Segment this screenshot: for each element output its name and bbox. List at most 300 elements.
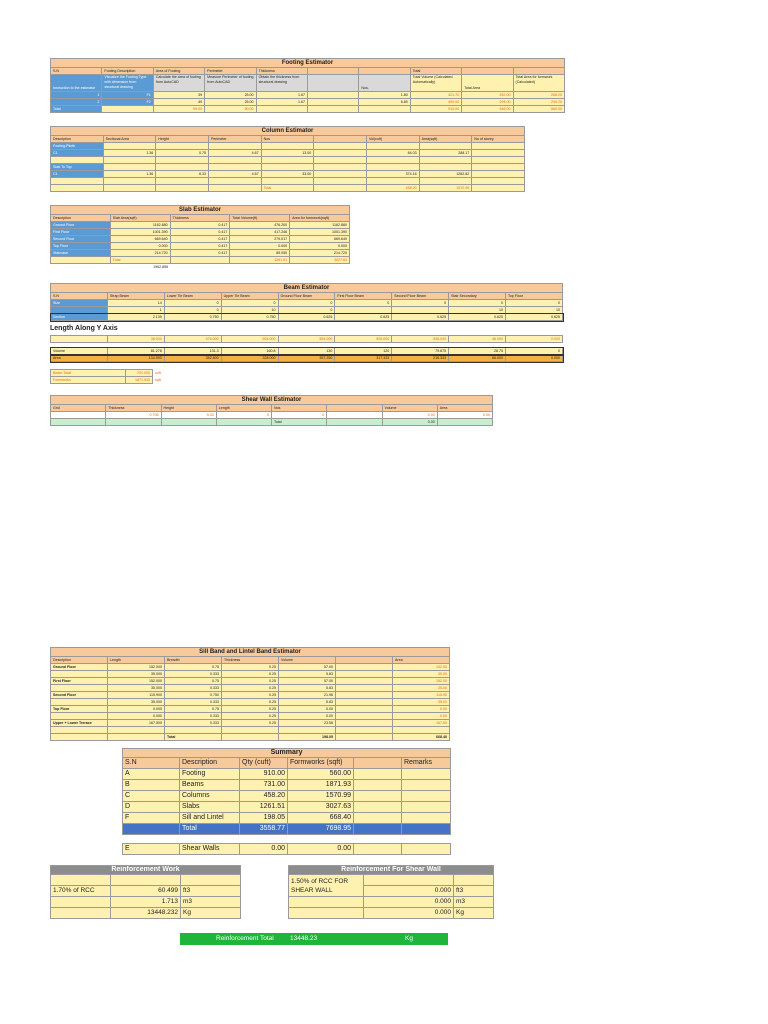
sill-cell: 0.00	[279, 706, 336, 713]
column-cell[interactable]: 1.36	[103, 171, 156, 178]
footing-h7: Total	[410, 68, 461, 75]
sill-cell: Upper + Lower Terrace	[51, 720, 108, 727]
column-h: Height	[156, 136, 209, 143]
beam-cell[interactable]: 0	[164, 300, 221, 307]
summary-row	[123, 791, 451, 802]
beam-cell[interactable]: 14	[107, 300, 164, 307]
summary-table	[122, 748, 451, 855]
reinf-work-unit: m3	[181, 897, 241, 908]
beam-h: S.N	[51, 293, 108, 300]
sill-cell[interactable]: 115.900	[108, 692, 165, 699]
sill-row	[51, 685, 450, 692]
reinf-work-title: Reinforcement Work	[51, 866, 241, 875]
beam-area-row	[51, 355, 563, 362]
beam-len-cell[interactable]: 48.000	[449, 336, 506, 343]
slab-title: Slab Estimator	[51, 206, 350, 215]
summary-remarks[interactable]	[402, 791, 451, 802]
sill-cell[interactable]: 35.000	[108, 685, 165, 692]
summary-cell: C	[123, 791, 180, 802]
column-total-volume: 458.20	[366, 185, 419, 192]
sill-cell[interactable]: 35.000	[108, 671, 165, 678]
column-estimator-table	[50, 126, 525, 192]
sill-total-label: Total	[165, 734, 222, 741]
sill-cell: 0.00	[279, 713, 336, 720]
beam-cell: Section	[51, 314, 108, 321]
column-cell[interactable]: 374.16	[366, 171, 419, 178]
sill-cell[interactable]: 35.000	[108, 699, 165, 706]
beam-estimator-table	[50, 283, 563, 321]
beam-len-cell[interactable]: 38.000	[107, 336, 164, 343]
beam-area-cell: 352.800	[164, 355, 221, 362]
sill-cell[interactable]: 0.333	[165, 685, 222, 692]
column-total-row	[51, 185, 525, 192]
footing-cell[interactable]: 490.00	[410, 99, 461, 106]
sill-row	[51, 720, 450, 727]
column-h: Description	[51, 136, 104, 143]
summary-row	[123, 769, 451, 780]
footing-sub0: Instruction to the estimator	[51, 75, 102, 92]
beam-cell[interactable]: 0	[278, 307, 335, 314]
beam-len-cell[interactable]: 554.000	[278, 336, 335, 343]
slab-h: Total Volume(ft)	[230, 215, 290, 222]
footing-total-cell: 99.00	[153, 106, 204, 113]
beam-area-cell: 66.000	[449, 355, 506, 362]
shear-h: Length	[216, 405, 271, 412]
reinf-work-value: 1.713	[111, 897, 181, 908]
footing-cell[interactable]: F2	[102, 99, 153, 106]
sill-total-area: 668.40	[393, 734, 450, 741]
sill-title: Sill Band and Lintel Band Estimator	[51, 648, 450, 657]
beam-title: Beam Estimator	[51, 284, 563, 293]
sill-cell: 23.56	[279, 720, 336, 727]
summary-total-label: Total	[180, 824, 240, 835]
slab-cell[interactable]: 214.720	[290, 250, 350, 257]
slab-cell[interactable]: 417.246	[230, 229, 290, 236]
sill-cell[interactable]: 0.333	[165, 699, 222, 706]
sill-cell	[51, 685, 108, 692]
formworks-label: Formworks	[51, 377, 126, 384]
summary-shear-row	[123, 844, 451, 855]
shear-h: Nos	[272, 405, 327, 412]
reinforcement-shear-wall-table	[288, 865, 494, 919]
summary-cell: 198.05	[240, 813, 288, 824]
column-row	[51, 150, 525, 157]
beam-h: Stair Secondary	[449, 293, 506, 300]
sill-cell: 35.00	[393, 671, 450, 678]
beam-cell[interactable]: 0.625	[278, 314, 335, 321]
beam-cell[interactable]: 0	[164, 307, 221, 314]
summary-h: Description	[180, 758, 240, 769]
sill-cell[interactable]: 0.333	[165, 720, 222, 727]
column-total-label: Total	[261, 185, 314, 192]
slab-cell[interactable]: 1162.880	[110, 222, 170, 229]
slab-row	[51, 236, 350, 243]
sill-cell: Ground Floor	[51, 664, 108, 671]
shear-cell[interactable]: 0	[272, 412, 327, 419]
shear-cell[interactable]: 0	[216, 412, 271, 419]
slab-extra-value: 1962.896	[153, 265, 169, 269]
beam-cell[interactable]: 0.750	[164, 314, 221, 321]
summary-cell: D	[123, 802, 180, 813]
sill-cell: 35.00	[393, 699, 450, 706]
footing-h3: Perimeter	[205, 68, 256, 75]
footing-cell[interactable]: 25.00	[205, 99, 256, 106]
sill-cell[interactable]: 0.25	[222, 664, 279, 671]
slab-cell[interactable]: 0.417	[170, 243, 230, 250]
slab-cell[interactable]: 476.200	[230, 222, 290, 229]
summary-cell: Shear Walls	[180, 844, 240, 855]
shear-total-row	[51, 419, 493, 426]
summary-cell: Footing	[180, 769, 240, 780]
beam-len-cell[interactable]: 505.000	[335, 336, 392, 343]
sill-cell: 152.00	[393, 678, 450, 685]
reinf-shear-value: 0.000	[364, 886, 454, 897]
beam-cell[interactable]	[392, 307, 449, 314]
beam-vol-cell: 131.3	[164, 348, 221, 355]
beam-cell[interactable]: 0.625	[506, 314, 563, 321]
beam-length-table	[50, 335, 563, 362]
shear-row	[51, 412, 493, 419]
sill-cell: 57.00	[279, 664, 336, 671]
sill-cell: 35.00	[393, 685, 450, 692]
summary-total-formworks: 7698.95	[288, 824, 354, 835]
reinf-work-unit: Kg	[181, 908, 241, 919]
slab-cell[interactable]: 0.417	[170, 236, 230, 243]
beam-len-cell[interactable]: 536.000	[392, 336, 449, 343]
beam-section-row	[51, 314, 563, 321]
summary-cell: 560.00	[288, 769, 354, 780]
reinf-shear-unit: Kg	[454, 908, 494, 919]
sill-cell[interactable]: 0.25	[222, 685, 279, 692]
reinf-work-label: 1.70% of RCC	[51, 886, 111, 897]
sill-cell	[51, 699, 108, 706]
footing-total-cell	[256, 106, 307, 113]
summary-total-row	[123, 824, 451, 835]
shear-cell[interactable]	[51, 412, 106, 419]
column-cell[interactable]: 1282.82	[419, 171, 472, 178]
shear-cell: 0.00	[382, 412, 437, 419]
column-cell[interactable]: 84.03	[366, 150, 419, 157]
sill-cell: 115.90	[393, 692, 450, 699]
slab-cell: Staircase	[51, 250, 111, 257]
sill-h: Description	[51, 657, 108, 664]
footing-cell[interactable]: 1.80	[359, 92, 410, 99]
shear-cell[interactable]: 0.708	[106, 412, 161, 419]
slab-cell[interactable]: 0.417	[170, 222, 230, 229]
sill-cell[interactable]: 0.000	[108, 713, 165, 720]
sill-cell[interactable]: 152.000	[108, 678, 165, 685]
reinf-total-unit: Kg	[405, 935, 413, 942]
slab-estimator-table	[50, 205, 350, 270]
footing-sub7: Total Volume (Calculated Automatically)	[410, 75, 461, 92]
footing-row	[51, 99, 565, 106]
column-cell[interactable]: C1	[51, 171, 104, 178]
footing-cell[interactable]: 252.00	[462, 92, 513, 99]
slab-cell: Second Floor	[51, 236, 111, 243]
summary-remarks[interactable]	[402, 813, 451, 824]
slab-cell[interactable]: 0.000	[110, 243, 170, 250]
shear-h: Height	[161, 405, 216, 412]
beam-h: Strap Beam	[107, 293, 164, 300]
beam-total-label: Beam Total	[51, 370, 126, 377]
slab-total-area: 3027.63	[290, 257, 350, 264]
beam-cell[interactable]: 10	[221, 307, 278, 314]
slab-cell[interactable]: 279.017	[230, 236, 290, 243]
sill-cell[interactable]: 0.75	[165, 678, 222, 685]
footing-cell[interactable]: 25.00	[205, 92, 256, 99]
column-cell[interactable]: 33.00	[261, 171, 314, 178]
summary-cell: 668.40	[288, 813, 354, 824]
footing-cell[interactable]: 421.70	[410, 92, 461, 99]
sill-cell[interactable]: 0.25	[222, 692, 279, 699]
slab-cell[interactable]: 0.417	[170, 250, 230, 257]
slab-total-row	[51, 257, 350, 264]
sill-row	[51, 664, 450, 671]
sill-cell: Second Floor	[51, 692, 108, 699]
shear-total-label: Total	[272, 419, 327, 426]
beam-vol-cell: 28.75	[449, 348, 506, 355]
beam-len-cell[interactable]: 576.000	[164, 336, 221, 343]
sill-cell	[51, 713, 108, 720]
footing-sub4: Obtain the thickness from structural drawing	[256, 75, 307, 92]
column-cell[interactable]: 288.17	[419, 150, 472, 157]
slab-cell[interactable]: 669.640	[110, 236, 170, 243]
sill-cell[interactable]: 0.75	[165, 706, 222, 713]
reinforcement-total-bar	[180, 933, 448, 945]
beam-cell[interactable]: 0	[221, 300, 278, 307]
shear-h: Thickness	[106, 405, 161, 412]
summary-remarks[interactable]	[402, 769, 451, 780]
beam-length-row	[51, 336, 563, 343]
beam-area-cell: 0.000	[506, 355, 563, 362]
sill-cell[interactable]: 0.750	[165, 692, 222, 699]
sill-cell: Top Floor	[51, 706, 108, 713]
beam-area-cell: 328.000	[221, 355, 278, 362]
footing-cell[interactable]: 49	[153, 99, 204, 106]
beam-h: Second Floor Beam	[392, 293, 449, 300]
footing-cell[interactable]: F1	[102, 92, 153, 99]
slab-h: Thickness	[170, 215, 230, 222]
slab-row	[51, 222, 350, 229]
sill-cell[interactable]: 0.25	[222, 713, 279, 720]
shear-h	[327, 405, 382, 412]
column-cell[interactable]: 13.00	[261, 150, 314, 157]
beam-vol-cell: 0	[506, 348, 563, 355]
sill-cell: 167.50	[393, 720, 450, 727]
sill-cell[interactable]: 0.25	[222, 678, 279, 685]
beam-totals-table	[50, 369, 180, 384]
slab-row	[51, 229, 350, 236]
slab-cell: Ground Floor	[51, 222, 111, 229]
shear-cell: 0.00	[437, 412, 492, 419]
beam-cell[interactable]: 1	[107, 307, 164, 314]
beam-cell[interactable]: 2.139	[107, 314, 164, 321]
reinf-shear-value: 0.000	[364, 897, 454, 908]
summary-cell: 1261.51	[240, 802, 288, 813]
footing-h9	[513, 68, 564, 75]
shear-h: Volume	[382, 405, 437, 412]
footing-cell[interactable]	[307, 99, 358, 106]
summary-cell: Sill and Lintel	[180, 813, 240, 824]
footing-total-cell: 560.00	[513, 106, 564, 113]
sill-cell[interactable]: 0.333	[165, 713, 222, 720]
sill-cell: 5.83	[279, 671, 336, 678]
beam-h: First Floor Beam	[335, 293, 392, 300]
slab-row	[51, 250, 350, 257]
sill-h: Thickness	[222, 657, 279, 664]
summary-cell: 3027.63	[288, 802, 354, 813]
reinf-shear-title: Reinforcement For Shear Wall	[289, 866, 494, 875]
column-h: Nos	[261, 136, 314, 143]
footing-cell[interactable]: 2	[51, 99, 102, 106]
footing-cell[interactable]: 1.67	[256, 92, 307, 99]
footing-sub1: Visualize the Footing Type with dimension from structural drawing	[102, 75, 153, 92]
sill-cell[interactable]: 0.75	[165, 664, 222, 671]
beam-h: Lower Tie Beam	[164, 293, 221, 300]
footing-cell[interactable]: 290.20	[513, 99, 564, 106]
slab-cell[interactable]: 1001.390	[110, 229, 170, 236]
sill-cell: 0.00	[393, 706, 450, 713]
slab-h: Slab Area(sqft)	[110, 215, 170, 222]
beam-len-cell[interactable]: 0.000	[506, 336, 563, 343]
footing-cell[interactable]: 1.67	[256, 99, 307, 106]
summary-remarks[interactable]	[402, 844, 451, 855]
reinf-total-label: Reinforcement Total	[216, 935, 274, 942]
beam-total-value: 731.000	[126, 370, 153, 377]
summary-h	[354, 758, 402, 769]
summary-remarks[interactable]	[402, 802, 451, 813]
footing-sub8: Total Area	[462, 75, 513, 92]
sill-cell[interactable]: 0.25	[222, 706, 279, 713]
sill-total-volume: 198.05	[279, 734, 336, 741]
summary-cell: 910.00	[240, 769, 288, 780]
beam-h: Ground Floor Beam	[278, 293, 335, 300]
sill-cell[interactable]: 167.500	[108, 720, 165, 727]
beam-cell[interactable]: 0	[335, 300, 392, 307]
column-h: Sectional Area	[103, 136, 156, 143]
beam-cell[interactable]: 0.750	[221, 314, 278, 321]
beam-cell[interactable]: 0.625	[449, 314, 506, 321]
slab-cell[interactable]: 1162.880	[290, 222, 350, 229]
sill-lintel-estimator-table	[50, 647, 450, 741]
footing-total-cell: 546.00	[462, 106, 513, 113]
slab-cell[interactable]: 1001.390	[290, 229, 350, 236]
summary-remarks[interactable]	[402, 780, 451, 791]
slab-cell[interactable]: 89.050	[230, 250, 290, 257]
sill-h: Length	[108, 657, 165, 664]
sill-row	[51, 713, 450, 720]
footing-h4: Thickness	[256, 68, 307, 75]
slab-cell[interactable]: 0.000	[230, 243, 290, 250]
footing-cell[interactable]: 6.80	[359, 99, 410, 106]
beam-cell	[51, 307, 108, 314]
beam-cell[interactable]: 0	[392, 300, 449, 307]
column-cell[interactable]: 4.67	[208, 171, 261, 178]
sill-cell[interactable]: 152.000	[108, 664, 165, 671]
beam-cell[interactable]: 10	[506, 307, 563, 314]
summary-cell: B	[123, 780, 180, 791]
footing-h6	[359, 68, 410, 75]
column-h	[314, 136, 367, 143]
column-cell[interactable]: 1.36	[103, 150, 156, 157]
shear-title: Shear Wall Estimator	[51, 396, 493, 405]
slab-cell[interactable]: 669.640	[290, 236, 350, 243]
column-cell[interactable]: C1	[51, 150, 104, 157]
beam-total-unit: cuft	[153, 370, 180, 377]
footing-cell[interactable]: 39	[153, 92, 204, 99]
column-total-area: 1570.99	[419, 185, 472, 192]
column-cell[interactable]: 8.33	[156, 171, 209, 178]
formworks-unit: sqft	[153, 377, 180, 384]
beam-cell[interactable]: 10	[449, 307, 506, 314]
beam-area-cell: 134.593	[107, 355, 164, 362]
beam-volume-row	[51, 348, 563, 355]
sill-row	[51, 671, 450, 678]
beam-cell[interactable]: 0	[278, 300, 335, 307]
slab-cell[interactable]: 0.417	[170, 229, 230, 236]
footing-cell[interactable]: 294.00	[462, 99, 513, 106]
slab-cell[interactable]: 0.000	[290, 243, 350, 250]
sill-cell[interactable]: 0.333	[165, 671, 222, 678]
column-row	[51, 171, 525, 178]
column-h: No of storey	[472, 136, 525, 143]
sill-cell[interactable]: 0.25	[222, 720, 279, 727]
slab-h: Area for formwork(sqft)	[290, 215, 350, 222]
beam-cell[interactable]: 0	[449, 300, 506, 307]
reinf-work-value: 13448.232	[111, 908, 181, 919]
column-group-label: Slab To Top	[51, 164, 104, 171]
sill-cell: 21.96	[279, 692, 336, 699]
beam-vol-cell: 130	[278, 348, 335, 355]
sill-cell: 5.83	[279, 699, 336, 706]
footing-sub2: Calculate the area of footing from AutoCAD	[153, 75, 204, 92]
sill-row	[51, 699, 450, 706]
footing-cell[interactable]	[307, 92, 358, 99]
beam-vol-label: Volume	[51, 348, 108, 355]
column-cell[interactable]: 4.67	[208, 150, 261, 157]
beam-len-cell[interactable]: 554.000	[221, 336, 278, 343]
beam-cell[interactable]: 0.625	[392, 314, 449, 321]
slab-cell[interactable]: 214.720	[110, 250, 170, 257]
footing-cell[interactable]: 1	[51, 92, 102, 99]
footing-row	[51, 92, 565, 99]
sill-cell[interactable]: 0.25	[222, 671, 279, 678]
footing-estimator-table	[50, 58, 565, 113]
summary-cell: 458.20	[240, 791, 288, 802]
footing-total-cell: 910.00	[410, 106, 461, 113]
beam-cell[interactable]: 0.625	[335, 314, 392, 321]
summary-cell: Slabs	[180, 802, 240, 813]
beam-area-cell: 317.333	[335, 355, 392, 362]
beam-cell[interactable]: 0	[506, 300, 563, 307]
footing-total-cell	[307, 106, 358, 113]
summary-row	[123, 802, 451, 813]
summary-cell: A	[123, 769, 180, 780]
sill-cell[interactable]: 0.000	[108, 706, 165, 713]
reinf-shear-unit: ft3	[454, 886, 494, 897]
footing-cell[interactable]: 266.20	[513, 92, 564, 99]
reinforcement-work-table	[50, 865, 241, 919]
reinf-work-unit: ft3	[181, 886, 241, 897]
sill-cell[interactable]: 0.25	[222, 699, 279, 706]
slab-total-volume: 1261.51	[230, 257, 290, 264]
slab-cell: First Floor	[51, 229, 111, 236]
beam-area-cell: 216.333	[392, 355, 449, 362]
shear-cell[interactable]: 9.33	[161, 412, 216, 419]
beam-cell[interactable]	[335, 307, 392, 314]
summary-h: Remarks	[402, 758, 451, 769]
column-cell[interactable]: 0.75	[156, 150, 209, 157]
